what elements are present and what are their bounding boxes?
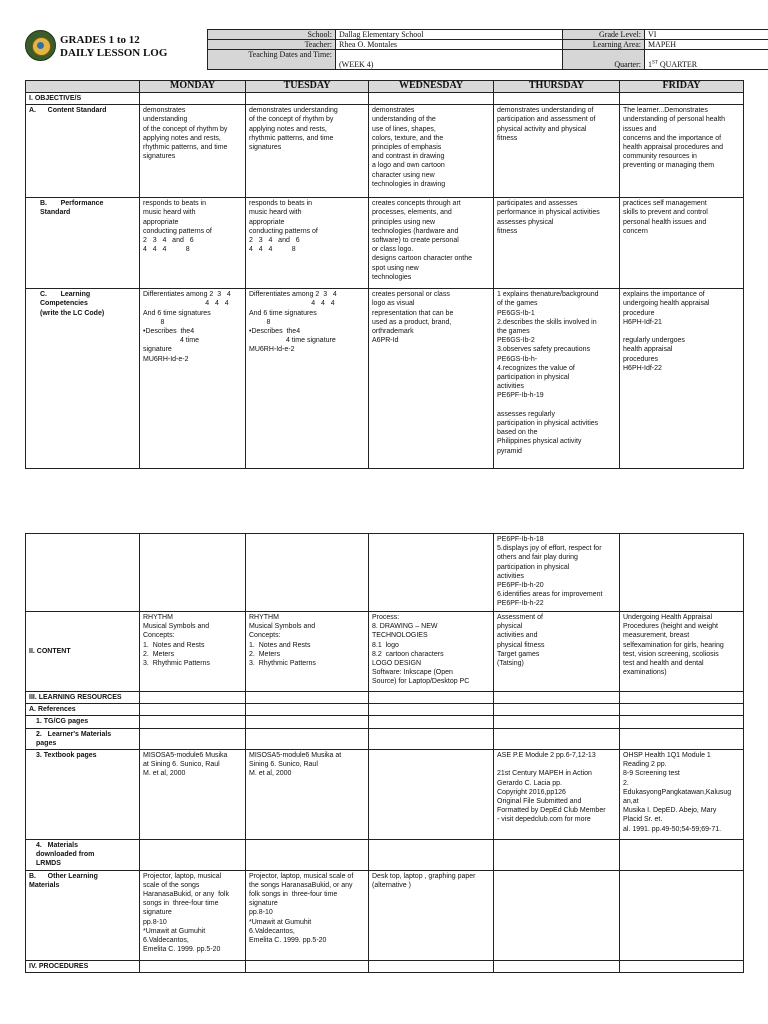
competencies-wednesday: creates personal or class logo as visual representation that can be used as a product, brand, orthrademark A6PR-Id	[369, 289, 494, 469]
day-header-thursday: THURSDAY	[494, 81, 620, 93]
performance-standard-wednesday: creates concepts through art processes, elements, and principles using new technologies (hardware and software) to create personal or class logo. designs cartoon character onthe spot using new technologies	[369, 198, 494, 289]
school-label: School:	[208, 30, 336, 40]
other-materials-row	[26, 870, 744, 960]
content-friday: Undergoing Health Appraisal Procedures (height and weight measurement, breast selfexamination for girls, hearing test, vision screening, scoliosis test and health and dental examinations)	[620, 612, 744, 692]
competencies-continued-row	[26, 534, 744, 612]
quarter-suffix: ST	[652, 60, 658, 66]
teacher-value: Rhea O. Montales	[336, 40, 563, 50]
school-value: Dallag Elementary School	[336, 30, 563, 40]
learning-area-label: Learning Area:	[563, 40, 645, 50]
tg-cg-pages-label: 1. TG/CG pages	[26, 716, 140, 728]
competencies-friday: explains the importance of undergoing health appraisal procedure H6PH-Idf-21 regularly undergoes health appraisal procedures H6PH-Idf-22	[620, 289, 744, 469]
learning-area-value: MAPEH	[645, 40, 768, 50]
quarter-number: 1	[648, 60, 652, 69]
lesson-log-table-page2	[25, 533, 744, 973]
competencies-thursday-continued: PE6PF-Ib-h-18 5.displays joy of effort, respect for others and fair play during participation in physical activities PE6PF-Ib-h-20 6.identifies areas for improvement PE6PF-Ib-h-22	[494, 534, 620, 612]
performance-standard-tuesday: responds to beats in music heard with appropriate conducting patterns of 2 3 4 and 6 4 4 4 8	[246, 198, 369, 289]
grade-level-value: VI	[645, 30, 768, 40]
textbook-pages-label: 3. Textbook pages	[26, 750, 140, 840]
performance-standard-monday: responds to beats in music heard with appropriate conducting patterns of 2 3 4 and 6 4 4 4 8	[140, 198, 246, 289]
content-standard-friday: The learner...Demonstrates understanding of personal health issues and concerns and the importance of health appraisal procedures and community resources in preventing or managing them	[620, 105, 744, 198]
content-label: II. CONTENT	[26, 612, 140, 692]
other-materials-wednesday: Desk top, laptop , graphing paper (alternative )	[369, 870, 494, 960]
learning-resources-label: III. LEARNING RESOURCES	[26, 692, 140, 704]
other-materials-friday	[620, 870, 744, 960]
quarter-value	[645, 50, 768, 70]
teacher-label: Teacher:	[208, 40, 336, 50]
content-wednesday: Process: 8. DRAWING – NEW TECHNOLOGIES 8.1 logo 8.2 cartoon characters LOGO DESIGN Software: Inkscape (Open Source) for Laptop/Desktop PC	[369, 612, 494, 692]
competencies-thursday: 1 explains thenature/background of the games PE6GS-Ib-1 2.describes the skills involved in the games PE6GS-Ib-2 3.observes safety precautions PE6GS-Ib-h- 4.recognizes the value of participation in physical activities PE6PF-Ib-h-19 assesses regularly participation in physical activities based on the Philippines physical activity pyramid	[494, 289, 620, 469]
grade-level-label: Grade Level:	[563, 30, 645, 40]
other-materials-label: B. Other Learning Materials	[26, 870, 140, 960]
content-row	[26, 612, 744, 692]
day-header-tuesday: TUESDAY	[246, 81, 369, 93]
title-line-1: GRADES 1 to 12	[60, 34, 140, 46]
content-standard-label: A. Content Standard	[26, 105, 140, 198]
other-materials-monday: Projector, laptop, musical scale of the songs HaranasaBukid, or any folk songs in three-four time signature pp.8-10 *Umawit at Gumuhit 6.Valdecantos, Emelita C. 1999. pp.5-20	[140, 870, 246, 960]
lesson-log-table-page1	[25, 80, 744, 469]
quarter-word: QUARTER	[659, 60, 698, 69]
teaching-dates-label: Teaching Dates and Time:	[208, 50, 336, 70]
content-standard-monday: demonstrates understanding of the concept of rhythm by applying notes and rests, rhythmic patterns, and time signatures	[140, 105, 246, 198]
content-tuesday: RHYTHM Musical Symbols and Concepts: 1. Notes and Rests 2. Meters 3. Rhythmic Patterns	[246, 612, 369, 692]
content-standard-tuesday: demonstrates understanding of the concept of rhythm by applying notes and rests, rhythmic patterns, and time signatures	[246, 105, 369, 198]
performance-standard-label: B. Performance Standard	[26, 198, 140, 289]
performance-standard-friday: practices self management skills to prevent and control personal health issues and concern	[620, 198, 744, 289]
references-label: A. References	[26, 704, 140, 716]
content-standard-wednesday: demonstrates understanding of the use of lines, shapes, colors, texture, and the principles of emphasis and contrast in drawing a logo and own cartoon character using new technologies in drawing	[369, 105, 494, 198]
form-title	[60, 34, 167, 60]
day-header-friday: FRIDAY	[620, 81, 744, 93]
learning-competencies-row	[26, 289, 744, 469]
learning-competencies-label: C. Learning Competencies (write the LC Code)	[26, 289, 140, 469]
deped-seal-icon	[25, 30, 56, 61]
header-info-table	[207, 29, 768, 70]
lrmds-materials-label: 4. Materials downloaded from LRMDS	[26, 840, 140, 871]
textbook-friday: OHSP Health 1Q1 Module 1 Reading 2 pp. 8-9 Screening test 2. EdukasyongPangkatawan,Kalusug an,at Musika I. DepED. Abejo, Mary Placid Sr. et. al. 1991. pp.49-50;54-59;69-71.	[620, 750, 744, 840]
day-header-monday: MONDAY	[140, 81, 246, 93]
content-monday: RHYTHM Musical Symbols and Concepts: 1. Notes and Rests 2. Meters 3. Rhythmic Patterns	[140, 612, 246, 692]
textbook-monday: MISOSA5-module6 Musika at Sining 6. Sunico, Raul M. et al, 2000	[140, 750, 246, 840]
competencies-monday: Differentiates among 2 3 4 4 4 4 And 6 time signatures 8 •Describes the4 4 time signature MU6RH-Id-e-2	[140, 289, 246, 469]
textbook-thursday: ASE P.E Module 2 pp.6-7,12-13 21st Century MAPEH in Action Gerardo C. Lacia pp. Copyright 2016,pp126 Original File Submitted and Formatted by DepEd Club Member - visit depedclub.com for more	[494, 750, 620, 840]
other-materials-tuesday: Projector, laptop, musical scale of the songs HaranasaBukid, or any folk songs in three-four time signature pp.8-10 *Umawit at Gumuhit 6.Valdecantos, Emelita C. 1999. pp.5-20	[246, 870, 369, 960]
performance-standard-row	[26, 198, 744, 289]
learners-materials-label: 2. Learner's Materials pages	[26, 728, 140, 749]
textbook-wednesday	[369, 750, 494, 840]
title-line-2: DAILY LESSON LOG	[60, 47, 168, 59]
textbook-tuesday: MISOSA5-module6 Musika at Sining 6. Sunico, Raul M. et al, 2000	[246, 750, 369, 840]
quarter-label: Quarter:	[563, 50, 645, 70]
procedures-label: IV. PROCEDURES	[26, 960, 140, 972]
day-header-wednesday: WEDNESDAY	[369, 81, 494, 93]
dll-header	[25, 29, 743, 71]
content-thursday: Assessment of physical activities and physical fitness Target games (Tatsing)	[494, 612, 620, 692]
performance-standard-thursday: participates and assesses performance in physical activities assesses physical fitness	[494, 198, 620, 289]
day-header-blank	[26, 81, 140, 93]
objectives-label: I. OBJECTIVE/S	[26, 93, 140, 105]
content-standard-thursday: demonstrates understanding of participation and assessment of physical activity and physical fitness	[494, 105, 620, 198]
teaching-dates-value: (WEEK 4)	[336, 50, 563, 70]
other-materials-thursday	[494, 870, 620, 960]
textbook-pages-row	[26, 750, 744, 840]
content-standard-row	[26, 105, 744, 198]
competencies-tuesday: Differentiates among 2 3 4 4 4 4 And 6 time signatures 8 •Describes the4 4 time signature MU6RH-Id-e-2	[246, 289, 369, 469]
